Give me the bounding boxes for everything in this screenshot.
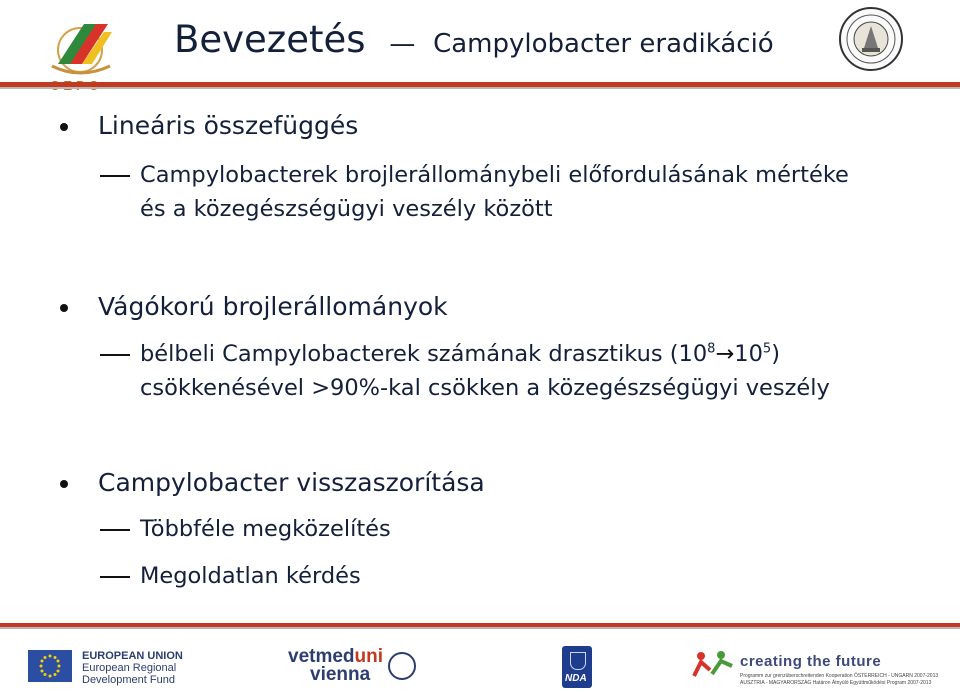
bullet-dot: [60, 123, 68, 131]
ctf-text: creating the future: [740, 653, 882, 670]
bullet-item-1: [98, 111, 358, 141]
bullet-label: Lineáris összefüggés: [98, 111, 359, 140]
sub-text-mid: 10: [734, 341, 763, 367]
sub-item-3-2: Megoldatlan kérdés: [140, 563, 361, 589]
vetmed-part-a: vetmed: [288, 646, 355, 667]
crest-icon: [570, 652, 586, 670]
sub-item-1-1: [140, 160, 849, 224]
university-seal: [838, 6, 904, 72]
title-separator: —: [389, 29, 416, 59]
arrow-icon: →: [715, 341, 735, 367]
title-main: Bevezetés: [174, 18, 366, 61]
exponent-5: 5: [762, 341, 772, 357]
sub-item-line: Campylobacterek brojlerállománybeli előfordulásának mértéke: [140, 162, 849, 188]
eu-line-2: European Regional: [82, 662, 177, 674]
ctf-small-line-2: AUSZTRIA - MAGYARORSZÁG Határon Átnyúló Együttműködési Program 2007-2013: [740, 680, 932, 686]
header-divider-grey: [0, 87, 960, 89]
bullet-dot: [60, 304, 68, 312]
sub-item-line: és a közegészségügyi veszély között: [140, 196, 553, 222]
eu-line-1: EUROPEAN UNION: [82, 650, 183, 662]
bullet-label: Campylobacter visszaszorítása: [98, 468, 485, 497]
sub-item-3-1: Többféle megközelítés: [140, 516, 391, 542]
people-icon: [692, 650, 738, 680]
nda-logo: [562, 646, 592, 688]
bullet-item-2: [98, 292, 448, 322]
nda-text: NDA: [565, 673, 587, 684]
sub-text-post: ): [771, 341, 780, 367]
vetmeduni-logo: [288, 648, 383, 684]
sub-text-pre: bélbeli Campylobacterek számának drasztikus (10: [140, 341, 708, 367]
ctf-small-line-1: Programm zur grenzüberschreitenden Kooperation ÖSTERREICH - UNGARN 2007-2013: [740, 673, 939, 679]
sub-bullet-dash: [100, 354, 130, 356]
sub-bullet-dash: [100, 529, 130, 531]
sub-item-line: csökkenésével >90%-kal csökken a közegészségügyi veszély: [140, 375, 830, 401]
footer-divider-grey: [0, 627, 960, 629]
title-sub: Campylobacter eradikáció: [433, 29, 774, 59]
bullet-label: Vágókorú brojlerállományok: [98, 292, 448, 321]
bullet-dot: [60, 480, 68, 488]
vetmed-part-b: uni: [354, 646, 384, 667]
sub-bullet-dash: [100, 576, 130, 578]
eu-line-3: Development Fund: [82, 674, 175, 686]
sub-item-2-1: [140, 339, 830, 403]
sub-bullet-dash: [100, 175, 130, 177]
vetmed-part-c: vienna: [310, 664, 371, 685]
bullet-item-3: [98, 468, 485, 498]
sub-item-line: [140, 339, 830, 369]
eu-text: [82, 650, 183, 686]
eu-flag-icon: [28, 650, 72, 682]
exponent-8: 8: [707, 341, 716, 357]
page-title: [174, 18, 774, 66]
vetmed-seal-icon: [388, 652, 416, 680]
